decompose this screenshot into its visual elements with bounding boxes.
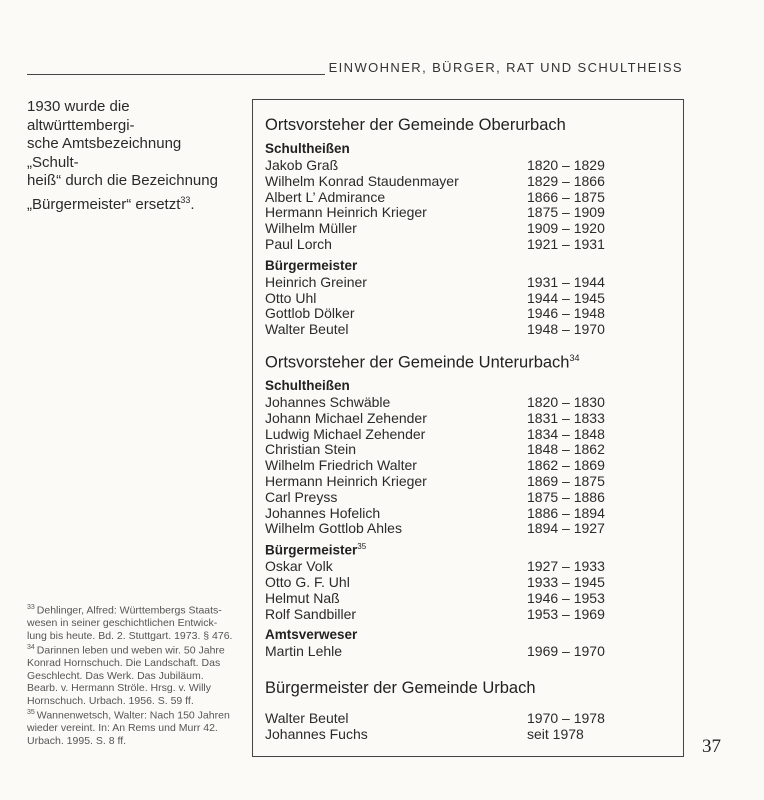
group-title bbox=[265, 627, 357, 642]
table-row bbox=[265, 394, 680, 410]
row-years: 1886 – 1894 bbox=[527, 504, 605, 521]
section-title-text: Ortsvorsteher der Gemeinde Oberurbach bbox=[265, 116, 566, 134]
table-row bbox=[265, 305, 680, 321]
intro-line-last bbox=[27, 191, 234, 215]
footnote-text: wieder vereint. In: An Rems und Murr 42. bbox=[27, 722, 218, 734]
table-row bbox=[265, 173, 680, 189]
row-years: 1946 – 1953 bbox=[527, 589, 605, 606]
footnotes bbox=[27, 602, 242, 747]
row-name: Jakob Graß bbox=[265, 157, 339, 173]
footnote-text: Urbach. 1995. S. 8 ff. bbox=[27, 734, 127, 747]
footnote-text: Hornschuch. Urbach. 1956. S. 59 ff. bbox=[27, 694, 194, 707]
table-row bbox=[265, 489, 680, 505]
table-row bbox=[265, 606, 680, 622]
table-row bbox=[265, 726, 680, 742]
intro-line: heiß“ durch die Bezeichnung bbox=[27, 172, 218, 189]
row-name: Helmut Naß bbox=[265, 589, 340, 606]
row-years: 1820 – 1830 bbox=[527, 394, 605, 410]
table-row bbox=[265, 590, 680, 606]
row-years: 1931 – 1944 bbox=[527, 273, 605, 290]
footnote-line bbox=[27, 670, 242, 683]
running-head-title: EINWOHNER, BÜRGER, RAT UND SCHULTHEISS bbox=[328, 60, 683, 75]
row-name: Rolf Sandbiller bbox=[265, 605, 357, 622]
footnote-line bbox=[27, 707, 242, 722]
footnote-mark: 34 bbox=[27, 644, 35, 651]
row-name: Johann Michael Zehender bbox=[265, 409, 427, 426]
row-years: 1894 – 1927 bbox=[527, 520, 605, 537]
section-title bbox=[265, 116, 566, 135]
row-name: Albert L’ Admirance bbox=[265, 188, 386, 205]
table-row bbox=[265, 290, 680, 306]
row-years: 1831 – 1833 bbox=[527, 409, 605, 426]
table-row bbox=[265, 473, 680, 489]
footnote-text: Geschlecht. Das Werk. Das Jubiläum. bbox=[27, 669, 204, 682]
group-title bbox=[265, 542, 366, 558]
intro-line-text: „Bürgermeister“ ersetzt bbox=[27, 195, 181, 213]
footnote-line bbox=[27, 657, 242, 670]
footnote-text: lung bis heute. Bd. 2. Stuttgart. 1973. § 476. bbox=[27, 629, 233, 642]
table-row bbox=[265, 643, 680, 659]
row-years: 1970 – 1978 bbox=[527, 710, 605, 726]
row-name: Johannes Hofelich bbox=[265, 504, 381, 521]
row-years: 1944 – 1945 bbox=[527, 289, 605, 306]
footnote-ref: 34 bbox=[569, 353, 580, 363]
table-row bbox=[265, 710, 680, 726]
footnote-line bbox=[27, 617, 242, 630]
group-title bbox=[265, 258, 357, 273]
row-years: 1869 – 1875 bbox=[527, 473, 605, 489]
footnote-text: Wannenwetsch, Walter: Nach 150 Jahren bbox=[36, 709, 230, 722]
row-name: Gottlob Dölker bbox=[265, 305, 355, 322]
row-years: 1862 – 1869 bbox=[527, 457, 605, 474]
row-name: Walter Beutel bbox=[265, 710, 349, 726]
footnote-text: Darinnen leben und weben wir. 50 Jahre bbox=[36, 644, 225, 657]
intro-paragraph bbox=[27, 98, 234, 214]
row-name: Heinrich Greiner bbox=[265, 273, 367, 290]
row-years: 1948 – 1970 bbox=[527, 321, 605, 338]
page-number: 37 bbox=[702, 736, 721, 757]
table-row bbox=[265, 321, 680, 337]
footnote-line bbox=[27, 722, 242, 735]
footnote-line bbox=[27, 642, 242, 657]
intro-line: 1930 wurde die altwürttembergi- bbox=[27, 98, 135, 134]
row-years: seit 1978 bbox=[527, 725, 584, 742]
footnote-text: Konrad Hornschuch. Die Landschaft. Das bbox=[27, 657, 221, 669]
row-name: Hermann Heinrich Krieger bbox=[265, 473, 427, 489]
row-name: Wilhelm Friedrich Walter bbox=[265, 457, 417, 474]
row-name: Oskar Volk bbox=[265, 558, 333, 575]
row-years: 1829 – 1866 bbox=[527, 172, 605, 189]
footnote-mark: 35 bbox=[27, 709, 35, 716]
row-years: 1866 – 1875 bbox=[527, 188, 605, 205]
mayors-table-box bbox=[252, 99, 684, 757]
row-years: 1834 – 1848 bbox=[527, 425, 605, 442]
row-name: Paul Lorch bbox=[265, 236, 332, 252]
row-years: 1933 – 1945 bbox=[527, 574, 605, 590]
row-years: 1969 – 1970 bbox=[527, 643, 605, 660]
footnote-line bbox=[27, 602, 242, 617]
group-title-text: Bürgermeister bbox=[265, 542, 358, 558]
row-name: Johannes Fuchs bbox=[265, 725, 368, 742]
row-name: Carl Preyss bbox=[265, 488, 338, 505]
intro-end: . bbox=[190, 195, 195, 213]
group-title-text: Bürgermeister bbox=[265, 257, 358, 273]
table-row bbox=[265, 574, 680, 590]
row-years: 1953 – 1969 bbox=[527, 605, 605, 622]
footnote-mark: 33 bbox=[27, 604, 35, 611]
row-name: Otto G. F. Uhl bbox=[265, 574, 350, 590]
row-name: Walter Beutel bbox=[265, 321, 349, 338]
table-row bbox=[265, 157, 680, 173]
table-row bbox=[265, 426, 680, 442]
footnote-text: Bearb. v. Hermann Ströle. Hrsg. v. Willy bbox=[27, 682, 211, 694]
table-row bbox=[265, 558, 680, 574]
footnote-ref: 33 bbox=[180, 194, 191, 205]
row-years: 1875 – 1909 bbox=[527, 204, 605, 221]
running-head bbox=[18, 60, 683, 80]
table-row bbox=[265, 236, 680, 252]
group-title-text: Schultheißen bbox=[265, 378, 350, 393]
footnote-text: Dehlinger, Alfred: Württembergs Staats- bbox=[36, 604, 222, 617]
table-row bbox=[265, 441, 680, 457]
row-name: Otto Uhl bbox=[265, 289, 317, 306]
section-title-text: Ortsvorsteher der Gemeinde Unterurbach bbox=[265, 353, 570, 372]
table-row bbox=[265, 457, 680, 473]
group-title-text: Amtsverweser bbox=[265, 627, 358, 643]
footnote-line bbox=[27, 682, 242, 695]
section-title bbox=[265, 353, 579, 373]
table-row bbox=[265, 505, 680, 521]
table-row bbox=[265, 520, 680, 536]
group-title-text: Schultheißen bbox=[265, 141, 350, 156]
table-row bbox=[265, 410, 680, 426]
row-years: 1921 – 1931 bbox=[527, 236, 605, 252]
row-name: Johannes Schwäble bbox=[265, 394, 391, 410]
row-name: Martin Lehle bbox=[265, 643, 343, 660]
row-years: 1927 – 1933 bbox=[527, 558, 605, 575]
row-years: 1909 – 1920 bbox=[527, 220, 605, 237]
row-name: Ludwig Michael Zehender bbox=[265, 425, 426, 442]
footnote-ref: 35 bbox=[357, 542, 367, 552]
section-title bbox=[265, 679, 536, 698]
footnote-line bbox=[27, 735, 242, 748]
footnote-line bbox=[27, 630, 242, 643]
table-row bbox=[265, 220, 680, 236]
row-years: 1820 – 1829 bbox=[527, 157, 605, 173]
row-years: 1848 – 1862 bbox=[527, 441, 605, 458]
group-title bbox=[265, 378, 350, 393]
table-row bbox=[265, 204, 680, 220]
row-years: 1946 – 1948 bbox=[527, 305, 605, 322]
row-name: Wilhelm Gottlob Ahles bbox=[265, 520, 402, 537]
table-row bbox=[265, 274, 680, 290]
running-head-rule bbox=[27, 74, 325, 75]
row-name: Wilhelm Konrad Staudenmayer bbox=[265, 172, 459, 189]
row-name: Hermann Heinrich Krieger bbox=[265, 204, 427, 221]
row-years: 1875 – 1886 bbox=[527, 488, 605, 505]
row-name: Wilhelm Müller bbox=[265, 220, 357, 237]
table-row bbox=[265, 189, 680, 205]
footnote-text: wesen in seiner geschichtlichen Entwick- bbox=[27, 617, 218, 629]
row-name: Christian Stein bbox=[265, 441, 357, 458]
intro-line: sche Amtsbezeichnung „Schult- bbox=[27, 135, 182, 171]
section-title-text: Bürgermeister der Gemeinde Urbach bbox=[265, 679, 536, 697]
footnote-line bbox=[27, 695, 242, 708]
group-title bbox=[265, 141, 350, 156]
